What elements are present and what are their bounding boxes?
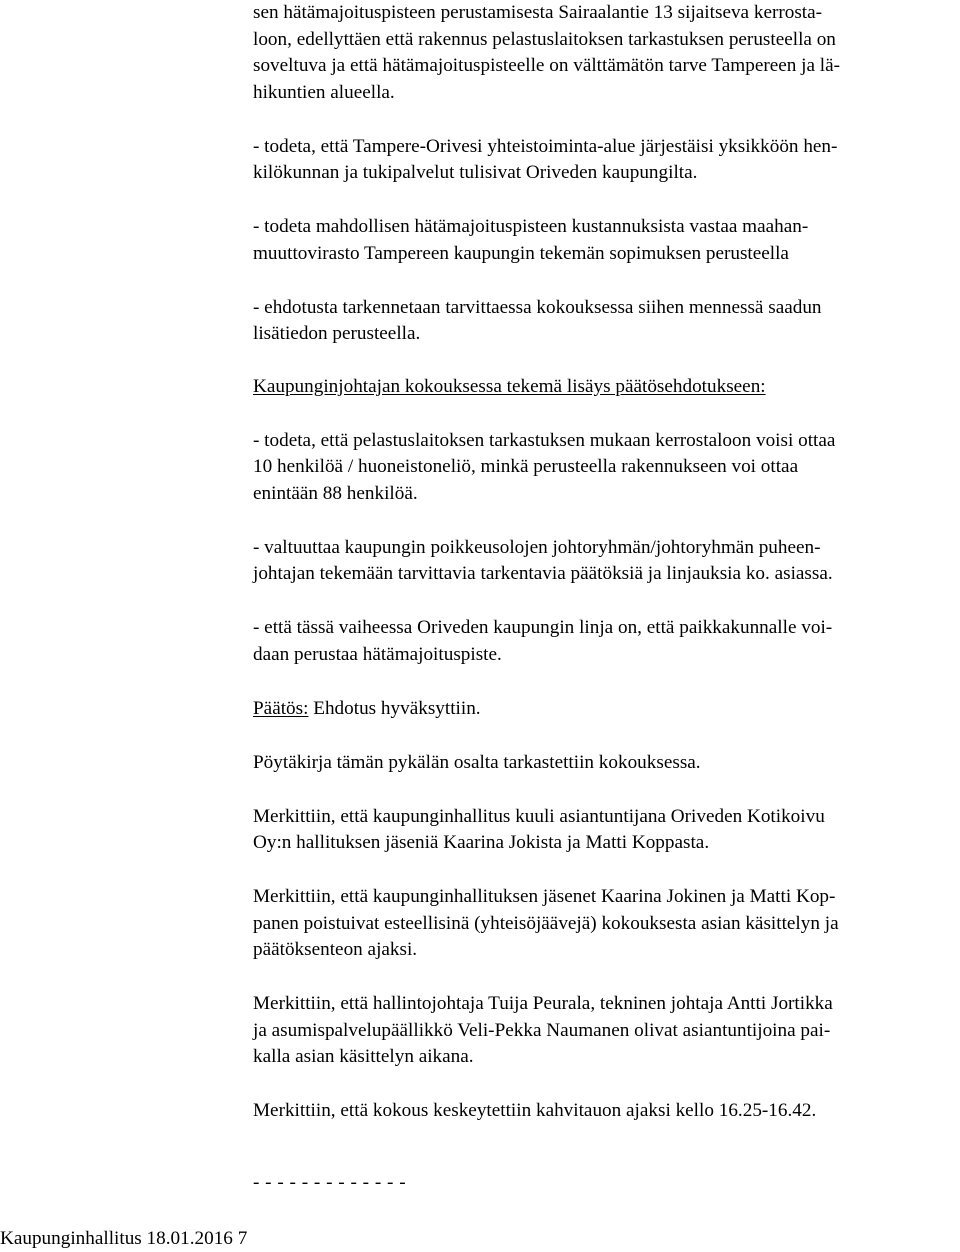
text-line: 10 henkilöä / huoneistoneliö, minkä perusteella rakennukseen voi ottaa xyxy=(253,456,799,477)
text-line: loon, edellyttäen että rakennus pelastuslaitoksen tarkastuksen perusteella on xyxy=(253,28,836,50)
text-line: lisätiedon perusteella. xyxy=(253,323,421,344)
text-line: - todeta mahdollisen hätämajoituspisteen kustannuksista vastaa maahan- xyxy=(253,216,809,237)
paragraph-merkinta-kotikoivu xyxy=(253,804,957,857)
text-line: - todeta, että Tampere-Orivesi yhteistoiminta-alue järjestäisi yksikköön hen- xyxy=(253,135,838,157)
paragraph-tarkennus xyxy=(253,295,957,348)
paragraph-hatamajoitus-intro xyxy=(253,0,957,106)
heading-kaupunginjohtajan-lisays: Kaupunginjohtajan kokouksessa tekemä lisäys päätösehdotukseen: xyxy=(253,375,766,397)
text-line: sen hätämajoituspisteen perustamisesta Sairaalantie 13 sijaitseva kerrosta- xyxy=(253,2,823,23)
text-line: päätöksenteon ajaksi. xyxy=(253,939,418,960)
decision-line xyxy=(253,696,957,723)
text-line: kalla asian käsittelyn aikana. xyxy=(253,1046,474,1067)
text-line: Merkittiin, että kokous keskeytettiin kahvitauon ajaksi kello 16.25-16.42. xyxy=(253,1100,817,1121)
decision-label: Päätös: xyxy=(253,697,309,719)
text-line: Merkittiin, että hallintojohtaja Tuija Peurala, tekninen johtaja Antti Jortikka xyxy=(253,993,833,1014)
paragraph-kustannukset xyxy=(253,214,957,267)
paragraph-poytakirja xyxy=(253,750,957,777)
text-line: panen poistuivat esteellisinä (yhteisöjäävejä) kokouksesta asian käsittelyn ja xyxy=(253,912,839,934)
page-footer: Kaupunginhallitus 18.01.2016 7 xyxy=(0,1228,248,1249)
paragraph-paatos xyxy=(253,696,957,723)
text-line: muuttovirasto Tampereen kaupungin tekemän sopimuksen perusteella xyxy=(253,242,789,264)
text-line: Merkittiin, että kaupunginhallitus kuuli asiantuntijana Oriveden Kotikoivu xyxy=(253,805,825,827)
paragraph-merkinta-kahvitauko xyxy=(253,1098,957,1125)
text-line: - ehdotusta tarkennetaan tarvittaessa kokouksessa siihen mennessä saadun xyxy=(253,296,822,318)
text-line: kilökunnan ja tukipalvelut tulisivat Oriveden kaupungilta. xyxy=(253,162,698,183)
text-line: johtajan tekemään tarvittavia tarkentavia päätöksiä ja linjauksia ko. asiassa. xyxy=(253,563,833,584)
text-line: daan perustaa hätämajoituspiste. xyxy=(253,643,502,665)
text-line: ja asumispalvelupäällikkö Veli-Pekka Naumanen olivat asiantuntijoina pai- xyxy=(253,1019,831,1041)
paragraph-valtuutus xyxy=(253,535,957,588)
paragraph-yhteistoiminta xyxy=(253,134,957,187)
text-line: soveltuva ja että hätämajoituspisteelle on välttämätön tarve Tampereen ja lä- xyxy=(253,55,841,76)
text-line: enintään 88 henkilöä. xyxy=(253,482,418,504)
text-line: Pöytäkirja tämän pykälän osalta tarkastettiin kokouksessa. xyxy=(253,751,701,773)
separator-dashes: - - - - - - - - - - - - - xyxy=(253,1172,407,1193)
decision-text: Ehdotus hyväksyttiin. xyxy=(308,697,481,719)
text-line: - että tässä vaiheessa Oriveden kaupungin linja on, että paikkakunnalle voi- xyxy=(253,617,833,638)
text-line: Merkittiin, että kaupunginhallituksen jäsenet Kaarina Jokinen ja Matti Kop- xyxy=(253,886,836,907)
text-line: - todeta, että pelastuslaitoksen tarkastuksen mukaan kerrostaloon voisi ottaa xyxy=(253,429,836,451)
section-heading xyxy=(253,374,957,401)
paragraph-linja xyxy=(253,615,957,668)
paragraph-pelastuslaitos xyxy=(253,428,957,508)
text-line: Oy:n hallituksen jäseniä Kaarina Jokista ja Matti Koppasta. xyxy=(253,832,710,853)
text-line: hikuntien alueella. xyxy=(253,81,395,103)
document-body xyxy=(253,0,957,1152)
paragraph-merkinta-esteellisyys xyxy=(253,884,957,964)
text-line: - valtuuttaa kaupungin poikkeusolojen johtoryhmän/johtoryhmän puheen- xyxy=(253,536,821,558)
paragraph-merkinta-asiantuntijat xyxy=(253,991,957,1071)
